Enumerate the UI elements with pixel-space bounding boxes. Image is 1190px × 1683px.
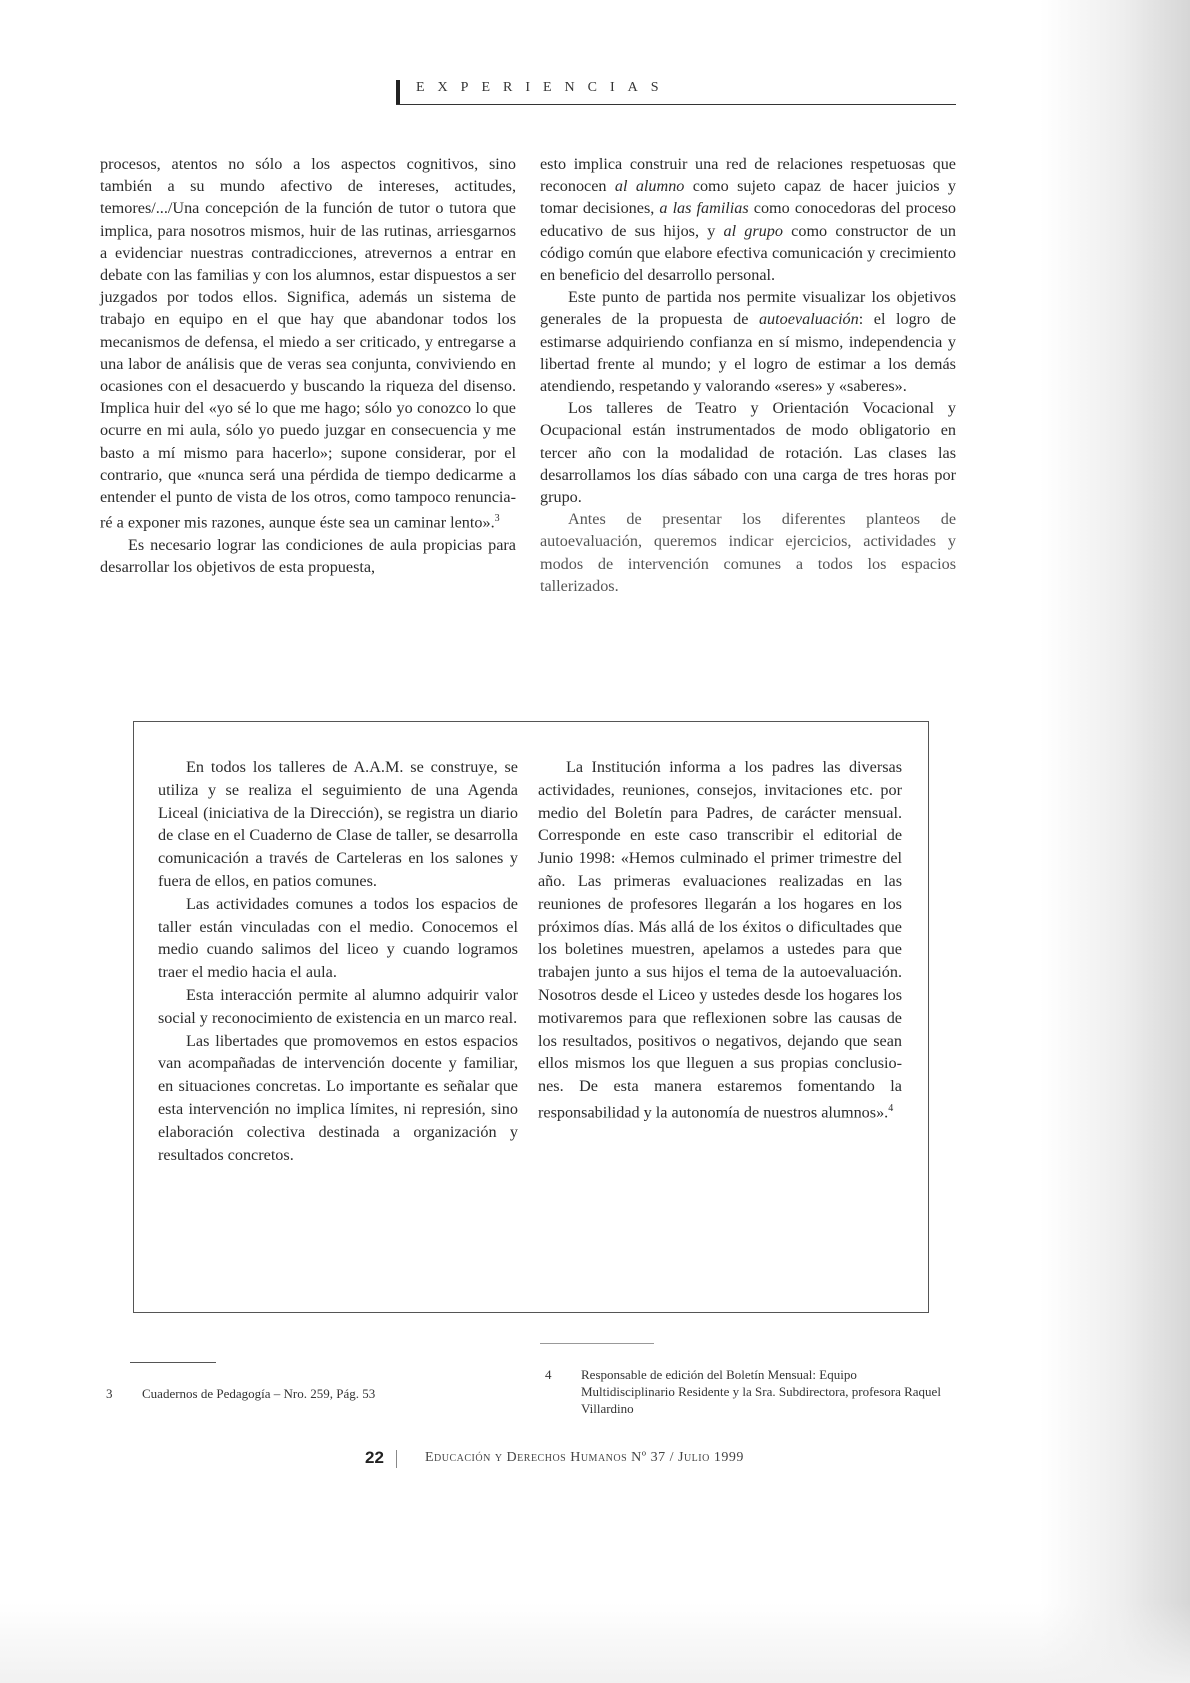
- left-paragraph-1: [100, 153, 516, 534]
- right-paragraph-1-text-d: como constructor de un código común que elabore efectiva comunicación y crecimiento en beneficio del desarrollo personal.: [540, 221, 956, 285]
- right-paragraph-1-text-b: como sujeto capaz de hacer juicios y tomar decisiones,: [540, 177, 956, 218]
- emphasis-alumno: al alumno: [614, 177, 685, 196]
- left-paragraph-1-text: procesos, atentos no sólo a los aspectos cognitivos, sino también a su mundo afectivo de intereses, actitudes, temores/.../Una concepción de la función de tutor o tutora que implica, para nosotros mismos, huir de las rutinas, arriesgarnos a evidenciar nuestras contradicciones, atrevernos a entrar en debate con las familias y con los alumnos, estar dispuestos a ser juzgados por todos ellos. Significa, además un sistema de trabajo en equipo en el que hay que abandonar todos los mecanismos de defensa, el miedo a ser criticado, y entregarse a una labor de análisis que de veras sea conjunta, conviviendo en ocasiones con el desacuerdo y buscando la riqueza del disenso. Implica huir del «yo sé lo que me hago; sólo yo conozco lo que ocurre en mi aula, sólo yo puedo juzgar en consecuencia y me basto a mí mismo para hacerlo»; supone considerar, por el contrario, que «nunca será una pérdida de tiempo dedicarme a entender el punto de vista de los otros, como tampoco renunciaré a exponer mis razones, aunque éste sea un caminar lento».: [100, 155, 516, 532]
- left-column: [100, 153, 516, 578]
- right-paragraph-1: [540, 153, 956, 286]
- emphasis-grupo: al grupo: [723, 221, 783, 240]
- right-paragraph-3: Los talleres de Teatro y Orientación Vocacional y Ocupacional están instrumentados de modo obligatorio en tercer año con la modalidad de rotación. Las clases las desarrollamos los días sábado con una carga de tres horas por grupo.: [540, 399, 956, 507]
- footnote-3-text: Cuadernos de Pedagogía – Nro. 259, Pág. 53: [142, 1386, 376, 1401]
- right-column: [540, 153, 956, 597]
- footnote-4-number: 4: [545, 1367, 552, 1382]
- section-title: EXPERIENCIAS: [416, 80, 672, 95]
- box-right-paragraph-1-text: La Institución informa a los padres las diversas actividades, reuniones, consejos, invitaciones etc. por medio del Boletín para Padres, de carácter mensual. Corresponde en este caso transcribir el editorial de Junio 1998: «Hemos culminado el primer trimestre del año. Las primeras evaluaciones realizadas en las reuniones de profesores llegarán a los hogares en los próximos días. Más allá de los éxitos o dificultades que los boletines muestren, apelamos a ustedes para que trabajen junto a sus hijos el tema de la autoevaluación. Nosotros desde el Liceo y ustedes desde los hogares los motivaremos para que reflexionen sobre las causas de los resultados, positivos o negativos, dejando que sean ellos mismos los que lleguen a sus propias conclusiones. De esta manera estaremos fomentando la responsabilidad y la autonomía de nuestros alumnos».: [538, 758, 902, 1122]
- box-left-column: [158, 756, 518, 1166]
- section-header: [396, 78, 956, 105]
- footnote-rule-left: [130, 1362, 216, 1363]
- right-paragraph-2-text-a: Este punto de partida nos permite visualizar los objetivos generales de la propuesta de: [540, 288, 956, 329]
- right-paragraph-4: Antes de presentar los diferentes planteos de autoevaluación, queremos indicar ejercicios, actividades y modos de intervención comunes a todos los espacios tallerizados.: [540, 510, 956, 595]
- scan-edge-shadow: [1040, 0, 1190, 1683]
- emphasis-autoevaluacion: autoevaluación: [758, 310, 859, 329]
- box-left-paragraph-1: En todos los talleres de A.A.M. se construye, se utiliza y se realiza el seguimiento de una Agenda Liceal (iniciativa de la Dirección), se registra un diario de clase en el Cuaderno de Clase de taller, se desarrolla comunicación a través de Carteleras en los salones y fuera de ellos, en patios comunes.: [158, 758, 518, 890]
- journal-citation: Educación y Derechos Humanos Nº 37 / Julio 1999: [425, 1450, 744, 1465]
- box-right-column: [538, 756, 902, 1124]
- right-paragraph-2: [540, 286, 956, 397]
- right-paragraph-2-text-b: : el logro de estimarse adquiriendo confianza en sí mismo, independencia y libertad frente al mundo; y el logro de estimar a los demás atendiendo, respetando y valorando «seres» y «saberes».: [540, 310, 956, 396]
- footnote-3-number: 3: [106, 1386, 113, 1401]
- footer-separator: [396, 1450, 397, 1468]
- header-bar: [396, 80, 400, 104]
- page-number: 22: [365, 1448, 384, 1467]
- left-paragraph-2: Es necesario lograr las condiciones de aula propicias para desarrollar los objetivos de esta propuesta,: [100, 535, 516, 577]
- box-left-paragraph-4: Las libertades que promovemos en estos espacios van acompañadas de intervención docente y familiar, en situaciones concretas. Lo importante es señalar que esta intervención no implica límites, ni represión, sino elaboración colectiva destinada a organización y resultados concretos.: [158, 1031, 518, 1164]
- footnote-rule-right: [540, 1343, 654, 1344]
- footnote-ref-3: 3: [494, 513, 500, 525]
- scan-bottom-shadow: [0, 1603, 1190, 1683]
- footnote-ref-4: 4: [888, 1102, 894, 1114]
- emphasis-familias: a las familias: [659, 199, 749, 218]
- right-paragraph-1-text-a: esto implica construir una red de relaciones respetuosas que reconocen: [540, 155, 956, 196]
- boxed-inset: [133, 721, 929, 1313]
- box-left-paragraph-3: Esta interacción permite al alumno adquirir valor social y reconocimiento de existencia en un marco real.: [158, 985, 518, 1027]
- box-right-paragraph-1: [538, 756, 902, 1124]
- footnote-4-text: Responsable de edición del Boletín Mensual: Equipo Multidisciplinario Residente y la Sra. Subdirectora, profesora Raquel Villardino: [581, 1367, 941, 1416]
- right-paragraph-1-text-c: como conocedoras del proceso educativo de sus hijos, y: [540, 199, 956, 240]
- box-left-paragraph-2: Las actividades comunes a todos los espacios de taller están vinculadas con el medio. Conocemos el medio cuando salimos del liceo y cuando logramos traer el medio hacia el aula.: [158, 894, 518, 982]
- page-footer: [360, 1448, 880, 1472]
